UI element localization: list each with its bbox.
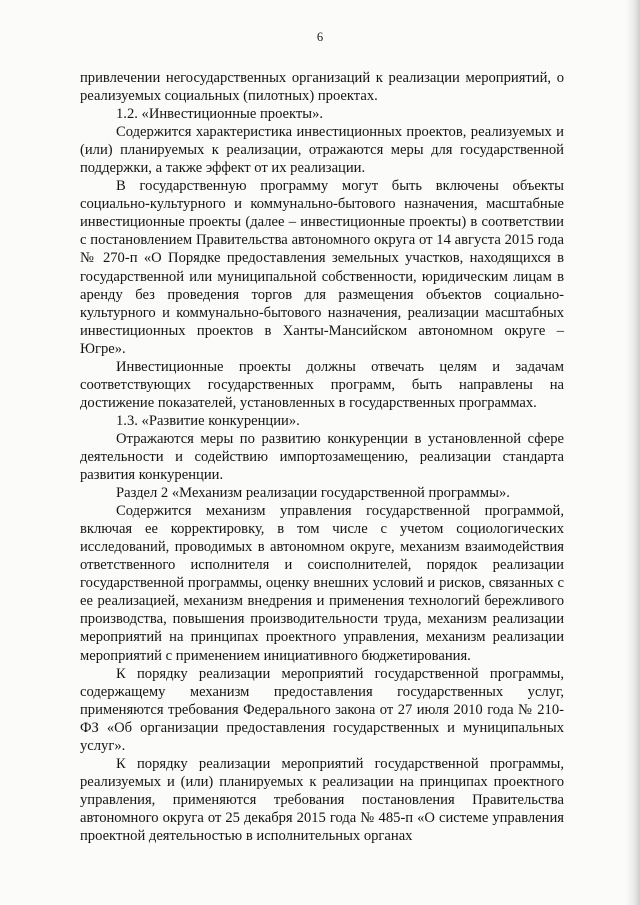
- scan-edge-shadow: [626, 0, 640, 905]
- paragraph-4: В государственную программу могут быть включены объекты социально-культурного и коммунально-бытового назначения, масштабные инвестиционные проекты (далее – инвестиционные проекты) в соответствии с постановлением Правительства автономного округа от 14 августа 2015 года № 270-п «О Порядке предоставления земельных участков, находящихся в государственной или муниципальной собственности, юридическим лицам в аренду без проведения торгов для размещения объектов социально-культурного и коммунально-бытового назначения, реализации масштабных инвестиционных проектов в Ханты-Мансийском автономном округе – Югре».: [80, 178, 564, 357]
- paragraph-11: К порядку реализации мероприятий государственной программы, реализуемых и (или) планируемых к реализации на принципах проектного управления, применяются требования постановления Правительства автономного округа от 25 декабря 2015 года № 485-п «О системе управления проектной деятельностью в исполнительных органах: [80, 755, 564, 844]
- section-heading-2: Раздел 2 «Механизм реализации государственной программы».: [116, 485, 510, 502]
- paragraph-5: Инвестиционные проекты должны отвечать целям и задачам соответствующих государственных программ, быть направлены на достижение показателей, установленных в государственных программах.: [80, 358, 564, 411]
- document-body: [80, 69, 564, 845]
- paragraph-3: Содержится характеристика инвестиционных проектов, реализуемых и (или) планируемых к реализации, отражаются меры для государственной поддержки, а также эффект от их реализации.: [80, 124, 564, 177]
- section-heading-1-2: 1.2. «Инвестиционные проекты».: [116, 106, 324, 123]
- paragraph-7: Отражаются меры по развитию конкуренции в установленной сфере деятельности и содействию импортозамещению, реализации стандарта развития конкуренции.: [80, 430, 564, 484]
- section-heading-1-3: 1.3. «Развитие конкуренции».: [116, 412, 300, 429]
- page-number: 6: [316, 30, 324, 44]
- paragraph-10: К порядку реализации мероприятий государственной программы, содержащему механизм предоставления государственных услуг, применяются требования Федерального закона от 27 июля 2010 года № 210-ФЗ «Об организации предоставления государственных и муниципальных услуг».: [80, 665, 564, 754]
- paragraph-1: привлечении негосударственных организаций к реализации мероприятий, о реализуемых социальных (пилотных) проектах.: [80, 70, 564, 105]
- paragraph-9: Содержится механизм управления государственной программой, включая ее корректировку, в том числе с учетом социологических исследований, проводимых в автономном округе, механизм взаимодействия ответственного исполнителя и соисполнителей, порядок реализации государственной программы, оценку внешних условий и рисков, связанных с ее реализацией, механизм внедрения и применения технологий бережливого производства, повышения производительности труда, механизм реализации мероприятий на принципах проектного управления, механизм реализации мероприятий с применением инициативного бюджетирования.: [80, 503, 564, 664]
